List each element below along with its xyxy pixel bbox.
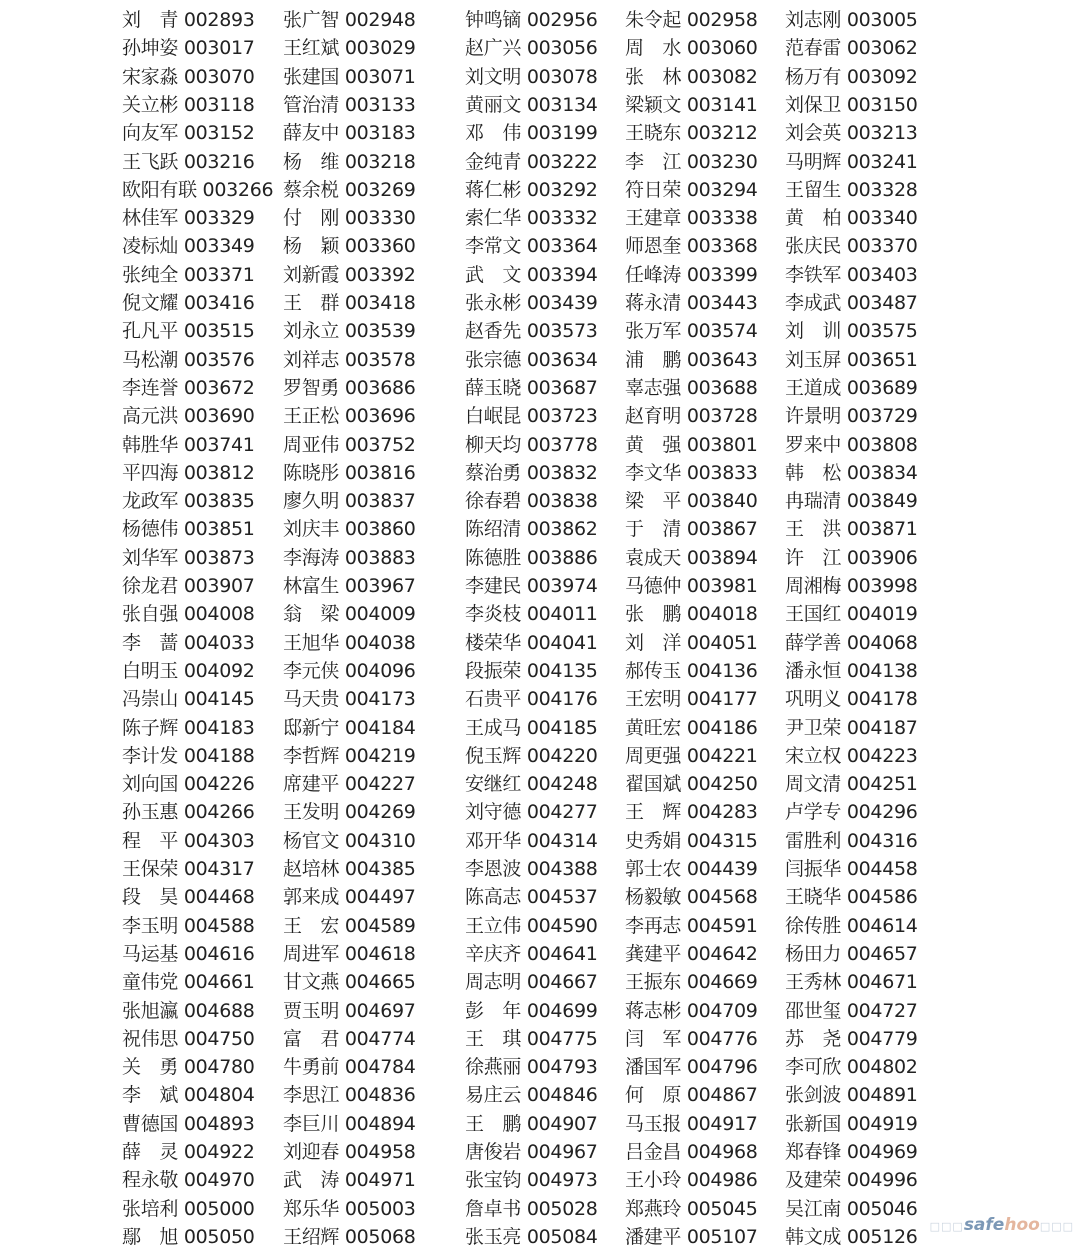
name-code-entry: 王 琪 004775 <box>465 1027 598 1050</box>
name-code-entry: 冯崇山 004145 <box>122 688 255 711</box>
safehoo-watermark <box>930 1213 1074 1237</box>
name-code-entry: 王绍辉 005068 <box>283 1225 416 1248</box>
name-code-entry: 石贵平 004176 <box>465 688 598 711</box>
list-row <box>0 572 1080 600</box>
name-code-entry: 刘玉屏 003651 <box>785 348 918 371</box>
name-code-entry: 李思江 004836 <box>283 1084 416 1107</box>
name-code-entry: 王 洪 003871 <box>785 518 918 541</box>
name-code-entry: 杨 维 003218 <box>283 150 416 173</box>
name-code-entry: 刘华军 003873 <box>122 546 255 569</box>
name-code-entry: 徐传胜 004614 <box>785 914 918 937</box>
list-row <box>0 827 1080 855</box>
name-code-entry: 刘迎春 004958 <box>283 1141 416 1163</box>
name-code-entry: 翁 梁 004009 <box>283 603 416 626</box>
list-row <box>0 1195 1080 1223</box>
name-code-entry: 曹德国 004893 <box>122 1112 255 1135</box>
list-row <box>0 714 1080 742</box>
name-code-entry: 张纯全 003371 <box>122 263 255 286</box>
name-code-entry: 廖久明 003837 <box>283 490 416 513</box>
name-code-entry: 浦 鹏 003643 <box>625 348 758 371</box>
name-code-entry: 蒋仁彬 003292 <box>465 178 598 201</box>
list-row <box>0 629 1080 657</box>
list-row <box>0 1110 1080 1138</box>
name-code-entry: 王成马 004185 <box>465 716 598 739</box>
name-code-entry: 甘文燕 004665 <box>283 971 416 994</box>
list-row <box>0 431 1080 459</box>
name-code-entry: 李恩波 004388 <box>465 858 598 880</box>
name-code-entry: 黄丽文 003134 <box>465 93 598 116</box>
name-code-entry: 林佳军 003329 <box>122 207 255 230</box>
name-code-entry: 师恩奎 003368 <box>625 235 758 258</box>
name-code-entry: 詹卓书 005028 <box>465 1197 598 1220</box>
name-code-entry: 范春雷 003062 <box>785 37 918 60</box>
name-code-entry: 席建平 004227 <box>283 773 416 796</box>
list-row <box>0 63 1080 91</box>
name-code-entry: 李计发 004188 <box>122 744 255 767</box>
list-row <box>0 459 1080 487</box>
name-code-entry: 张广智 002948 <box>283 9 416 31</box>
name-code-entry: 白明玉 004092 <box>122 659 255 682</box>
name-code-entry: 许景明 003729 <box>785 405 918 428</box>
name-code-entry: 贾玉明 004697 <box>283 999 416 1022</box>
name-code-entry: 龙政军 003835 <box>122 490 255 513</box>
name-code-entry: 武 涛 004971 <box>283 1169 416 1192</box>
name-code-entry: 雷胜利 004316 <box>785 829 918 852</box>
list-row <box>0 1053 1080 1081</box>
list-row <box>0 487 1080 515</box>
name-code-entry: 李铁军 003403 <box>785 263 918 286</box>
name-code-entry: 韩 松 003834 <box>785 461 918 484</box>
name-code-entry: 陈绍清 003862 <box>465 518 598 541</box>
name-code-entry: 索仁华 003332 <box>465 207 598 230</box>
name-code-entry: 赵广兴 003056 <box>465 37 598 60</box>
name-code-entry: 孔凡平 003515 <box>122 320 255 343</box>
name-code-entry: 辜志强 003688 <box>625 376 758 399</box>
list-row <box>0 855 1080 883</box>
name-code-entry: 韩文成 005126 <box>785 1225 918 1248</box>
name-code-entry: 张旭瀛 004688 <box>122 999 255 1022</box>
name-code-entry: 邵世玺 004727 <box>785 999 918 1022</box>
name-code-entry: 翟国斌 004250 <box>625 773 758 796</box>
name-code-entry: 白岷昆 003723 <box>465 405 598 428</box>
list-row <box>0 544 1080 572</box>
name-code-entry: 祝伟思 004750 <box>122 1027 255 1050</box>
name-code-entry: 王国红 004019 <box>785 603 918 626</box>
name-code-entry: 杨德伟 003851 <box>122 518 255 541</box>
name-code-entry: 王 群 003418 <box>283 292 416 314</box>
name-code-entry: 李元侠 004096 <box>283 659 416 682</box>
name-code-entry: 黄旺宏 004186 <box>625 716 758 739</box>
list-row <box>0 176 1080 204</box>
name-code-entry: 彭 年 004699 <box>465 999 598 1022</box>
list-row <box>0 997 1080 1025</box>
name-code-entry: 王 辉 004283 <box>625 801 758 824</box>
name-code-entry: 周 水 003060 <box>625 37 758 60</box>
list-row <box>0 912 1080 940</box>
name-code-entry: 罗来中 003808 <box>785 433 918 456</box>
name-code-entry: 赵培林 004385 <box>283 858 416 880</box>
list-row <box>0 798 1080 826</box>
name-code-entry: 蔡余棁 003269 <box>283 178 416 201</box>
name-code-entry: 马运基 004616 <box>122 942 255 965</box>
name-code-entry: 韩胜华 003741 <box>122 433 255 456</box>
name-code-entry: 欧阳有联 003266 <box>122 178 274 201</box>
list-row <box>0 685 1080 713</box>
name-code-entry: 童伟党 004661 <box>122 971 255 994</box>
name-code-entry: 李建民 003974 <box>465 575 598 597</box>
name-code-entry: 黄 强 003801 <box>625 433 758 456</box>
name-code-entry: 郭士农 004439 <box>625 858 758 880</box>
name-code-entry: 刘向国 004226 <box>122 773 255 796</box>
name-code-entry: 唐俊岩 004967 <box>465 1141 598 1163</box>
name-code-entry: 徐燕丽 004793 <box>465 1056 598 1079</box>
list-row <box>0 317 1080 345</box>
name-code-entry: 任峰涛 003399 <box>625 263 758 286</box>
name-code-entry: 段振荣 004135 <box>465 659 598 682</box>
name-code-entry: 王红斌 003029 <box>283 37 416 60</box>
name-code-entry: 王宏明 004177 <box>625 688 758 711</box>
name-code-entry: 杨毅敏 004568 <box>625 886 758 909</box>
name-code-entry: 许 江 003906 <box>785 546 918 569</box>
list-row <box>0 515 1080 543</box>
name-code-entry: 郑燕玲 005045 <box>625 1197 758 1220</box>
name-code-entry: 薛学善 004068 <box>785 631 918 654</box>
list-row <box>0 261 1080 289</box>
name-code-entry: 潘国军 004796 <box>625 1056 758 1079</box>
list-row <box>0 402 1080 430</box>
name-code-entry: 李巨川 004894 <box>283 1112 416 1135</box>
name-code-entry: 符日荣 003294 <box>625 178 758 201</box>
name-code-entry: 张万军 003574 <box>625 320 758 343</box>
name-code-entry: 刘守德 004277 <box>465 801 598 824</box>
name-code-entry: 柳天均 003778 <box>465 433 598 456</box>
list-row <box>0 770 1080 798</box>
name-code-entry: 张庆民 003370 <box>785 235 918 258</box>
name-code-entry: 金纯青 003222 <box>465 150 598 173</box>
list-row <box>0 968 1080 996</box>
name-code-entry: 朱令起 002958 <box>625 9 758 31</box>
name-code-entry: 蒋志彬 004709 <box>625 999 758 1022</box>
name-code-entry: 凌标灿 003349 <box>122 235 255 258</box>
name-code-entry: 刘庆丰 003860 <box>283 518 416 541</box>
name-code-entry: 张玉亮 005084 <box>465 1225 598 1248</box>
name-code-entry: 张培利 005000 <box>122 1197 255 1220</box>
name-code-entry: 黄 柏 003340 <box>785 207 918 230</box>
name-code-entry: 刘 训 003575 <box>785 320 918 343</box>
name-code-entry: 闫 军 004776 <box>625 1027 758 1050</box>
name-code-entry: 李哲辉 004219 <box>283 744 416 767</box>
list-row <box>0 91 1080 119</box>
name-code-entry: 李再志 004591 <box>625 914 758 937</box>
name-code-entry: 关 勇 004780 <box>122 1056 255 1079</box>
name-code-entry: 闫振华 004458 <box>785 858 918 880</box>
name-code-entry: 马松潮 003576 <box>122 348 255 371</box>
name-code-entry: 王 鹏 004907 <box>465 1112 598 1135</box>
name-code-entry: 陈高志 004537 <box>465 886 598 909</box>
name-code-entry: 王飞跃 003216 <box>122 150 255 173</box>
name-code-entry: 巩明义 004178 <box>785 688 918 711</box>
name-code-entry: 富 君 004774 <box>283 1027 416 1050</box>
name-code-entry: 李海涛 003883 <box>283 546 416 569</box>
list-row <box>0 883 1080 911</box>
name-code-entry: 张自强 004008 <box>122 603 255 626</box>
name-code-entry: 周文清 004251 <box>785 773 918 796</box>
name-code-entry: 宋家淼 003070 <box>122 65 255 88</box>
name-code-entry: 李 江 003230 <box>625 150 758 173</box>
name-code-entry: 刘祥志 003578 <box>283 348 416 371</box>
watermark-text-safe: safe <box>963 1215 1005 1235</box>
name-code-entry: 邓 伟 003199 <box>465 122 598 145</box>
name-code-entry: 刘新霞 003392 <box>283 263 416 286</box>
name-code-entry: 冉瑞清 003849 <box>785 490 918 513</box>
name-code-entry: 袁成天 003894 <box>625 546 758 569</box>
watermark-dots-right: □□□ <box>1039 1220 1074 1233</box>
list-row <box>0 374 1080 402</box>
name-code-entry: 高元洪 003690 <box>122 405 255 428</box>
name-code-entry: 张永彬 003439 <box>465 292 598 314</box>
list-row <box>0 1223 1080 1251</box>
name-code-entry: 梁颖文 003141 <box>625 93 758 116</box>
name-code-entry: 李连誉 003672 <box>122 376 255 399</box>
name-code-entry: 尹卫荣 004187 <box>785 716 918 739</box>
name-code-entry: 罗智勇 003686 <box>283 376 416 399</box>
name-code-entry: 王发明 004269 <box>283 801 416 824</box>
name-code-entry: 李文华 003833 <box>625 461 758 484</box>
list-row <box>0 148 1080 176</box>
name-code-entry: 薛玉晓 003687 <box>465 376 598 399</box>
name-code-entry: 潘建平 005107 <box>625 1225 758 1248</box>
name-code-entry: 苏 尧 004779 <box>785 1027 918 1050</box>
name-code-entry: 郭来成 004497 <box>283 886 416 909</box>
name-code-entry: 郝传玉 004136 <box>625 659 758 682</box>
name-code-entry: 王旭华 004038 <box>283 631 416 654</box>
name-code-entry: 李玉明 004588 <box>122 914 255 937</box>
name-code-entry: 薛 灵 004922 <box>122 1141 255 1163</box>
name-code-entry: 于 清 003867 <box>625 518 758 541</box>
name-code-entry: 张 鹏 004018 <box>625 603 758 626</box>
name-code-entry: 鄢 旭 005050 <box>122 1225 255 1248</box>
name-code-entry: 林富生 003967 <box>283 575 416 597</box>
name-code-entry: 徐春碧 003838 <box>465 490 598 513</box>
name-code-entry: 邓开华 004314 <box>465 829 598 852</box>
list-row <box>0 1025 1080 1053</box>
name-code-entry: 马天贵 004173 <box>283 688 416 711</box>
name-code-entry: 王晓东 003212 <box>625 122 758 145</box>
name-code-entry: 孙玉惠 004266 <box>122 801 255 824</box>
name-code-entry: 辛庆齐 004641 <box>465 942 598 965</box>
name-code-entry: 刘永立 003539 <box>283 320 416 343</box>
name-code-entry: 薛友中 003183 <box>283 122 416 145</box>
name-code-entry: 倪文耀 003416 <box>122 292 255 314</box>
name-code-entry: 程 平 004303 <box>122 829 255 852</box>
name-code-entry: 武 文 003394 <box>465 263 598 286</box>
name-code-entry: 陈德胜 003886 <box>465 546 598 569</box>
name-code-entry: 杨官文 004310 <box>283 829 416 852</box>
name-code-entry: 张 林 003082 <box>625 65 758 88</box>
name-code-entry: 王保荣 004317 <box>122 858 255 880</box>
name-code-entry: 王道成 003689 <box>785 376 918 399</box>
name-code-entry: 刘保卫 003150 <box>785 93 918 116</box>
name-code-entry: 王立伟 004590 <box>465 914 598 937</box>
name-code-entry: 周亚伟 003752 <box>283 433 416 456</box>
name-code-entry: 安继红 004248 <box>465 773 598 796</box>
name-code-entry: 王留生 003328 <box>785 178 918 201</box>
name-code-entry: 刘 洋 004051 <box>625 631 758 654</box>
name-code-entry: 孙坤姿 003017 <box>122 37 255 60</box>
list-row <box>0 6 1080 34</box>
name-code-entry: 周更强 004221 <box>625 744 758 767</box>
name-code-entry: 郑乐华 005003 <box>283 1197 416 1220</box>
name-code-entry: 马玉报 004917 <box>625 1112 758 1135</box>
name-code-entry: 段 昊 004468 <box>122 886 255 909</box>
name-code-entry: 刘 青 002893 <box>122 9 255 31</box>
name-code-entry: 杨万有 003092 <box>785 65 918 88</box>
name-code-entry: 马明辉 003241 <box>785 150 918 173</box>
name-code-entry: 楼荣华 004041 <box>465 631 598 654</box>
name-code-entry: 周湘梅 003998 <box>785 575 918 597</box>
list-row <box>0 1081 1080 1109</box>
name-code-entry: 李可欣 004802 <box>785 1056 918 1079</box>
name-code-entry: 倪玉辉 004220 <box>465 744 598 767</box>
name-code-entry: 赵育明 003728 <box>625 405 758 428</box>
name-code-entry: 张宝钧 004973 <box>465 1169 598 1192</box>
name-code-entry: 周进军 004618 <box>283 942 416 965</box>
name-code-entry: 吴江南 005046 <box>785 1197 918 1220</box>
name-code-entry: 关立彬 003118 <box>122 93 255 116</box>
name-code-entry: 张新国 004919 <box>785 1112 918 1135</box>
list-row <box>0 742 1080 770</box>
watermark-text-hoo: hoo <box>1004 1215 1040 1235</box>
name-code-entry: 史秀娟 004315 <box>625 829 758 852</box>
list-row <box>0 657 1080 685</box>
name-code-entry: 向友军 003152 <box>122 122 255 145</box>
name-code-entry: 王 宏 004589 <box>283 914 416 937</box>
list-row <box>0 346 1080 374</box>
name-code-entry: 王正松 003696 <box>283 405 416 428</box>
name-code-entry: 张剑波 004891 <box>785 1084 918 1107</box>
name-code-entry: 蔡治勇 003832 <box>465 461 598 484</box>
name-code-entry: 李 斌 004804 <box>122 1084 255 1107</box>
name-code-entry: 平四海 003812 <box>122 461 255 484</box>
list-row <box>0 940 1080 968</box>
name-code-entry: 蒋永清 003443 <box>625 292 758 314</box>
name-code-entry: 李成武 003487 <box>785 292 918 314</box>
name-code-entry: 郑春锋 004969 <box>785 1141 918 1163</box>
list-row <box>0 204 1080 232</box>
watermark-dots-left: □□□ <box>929 1220 964 1233</box>
name-code-entry: 王晓华 004586 <box>785 886 918 909</box>
name-code-entry: 王建章 003338 <box>625 207 758 230</box>
name-code-entry: 张建国 003071 <box>283 65 416 88</box>
name-code-entry: 张宗德 003634 <box>465 348 598 371</box>
list-row <box>0 119 1080 147</box>
name-code-entry: 陈子辉 004183 <box>122 716 255 739</box>
name-code-entry: 梁 平 003840 <box>625 490 758 513</box>
name-code-entry: 李炎枝 004011 <box>465 603 598 626</box>
name-code-entry: 刘志刚 003005 <box>785 9 918 31</box>
list-row <box>0 289 1080 317</box>
list-row <box>0 232 1080 260</box>
name-code-entry: 李常文 003364 <box>465 235 598 258</box>
name-code-entry: 陈晓彤 003816 <box>283 461 416 484</box>
name-code-entry: 刘会英 003213 <box>785 122 918 145</box>
name-code-entry: 李 蔷 004033 <box>122 631 255 654</box>
name-code-entry: 王小玲 004986 <box>625 1169 758 1192</box>
list-row <box>0 1166 1080 1194</box>
name-code-entry: 马德仲 003981 <box>625 575 758 597</box>
name-code-entry: 龚建平 004642 <box>625 942 758 965</box>
name-code-entry: 潘永恒 004138 <box>785 659 918 682</box>
name-code-entry: 何 原 004867 <box>625 1084 758 1107</box>
name-code-entry: 付 刚 003330 <box>283 207 416 230</box>
name-code-entry: 及建荣 004996 <box>785 1169 918 1192</box>
name-code-entry: 刘文明 003078 <box>465 65 598 88</box>
name-code-entry: 程永敬 004970 <box>122 1169 255 1192</box>
name-code-entry: 杨田力 004657 <box>785 942 918 965</box>
name-code-entry: 杨 颖 003360 <box>283 235 416 258</box>
list-row <box>0 1138 1080 1166</box>
name-code-entry: 牛勇前 004784 <box>283 1056 416 1079</box>
name-code-entry: 王秀林 004671 <box>785 971 918 994</box>
list-row <box>0 600 1080 628</box>
name-code-entry: 邸新宁 004184 <box>283 716 416 739</box>
name-code-entry: 吕金昌 004968 <box>625 1141 758 1163</box>
list-row <box>0 34 1080 62</box>
name-code-entry: 周志明 004667 <box>465 971 598 994</box>
name-code-entry: 徐龙君 003907 <box>122 575 255 597</box>
name-code-entry: 宋立权 004223 <box>785 744 918 767</box>
name-code-entry: 赵香先 003573 <box>465 320 598 343</box>
name-code-entry: 卢学专 004296 <box>785 801 918 824</box>
name-code-entry: 易庄云 004846 <box>465 1084 598 1107</box>
name-code-entry: 钟鸣镝 002956 <box>465 9 598 31</box>
name-code-entry: 王振东 004669 <box>625 971 758 994</box>
name-code-entry: 管治清 003133 <box>283 93 416 116</box>
